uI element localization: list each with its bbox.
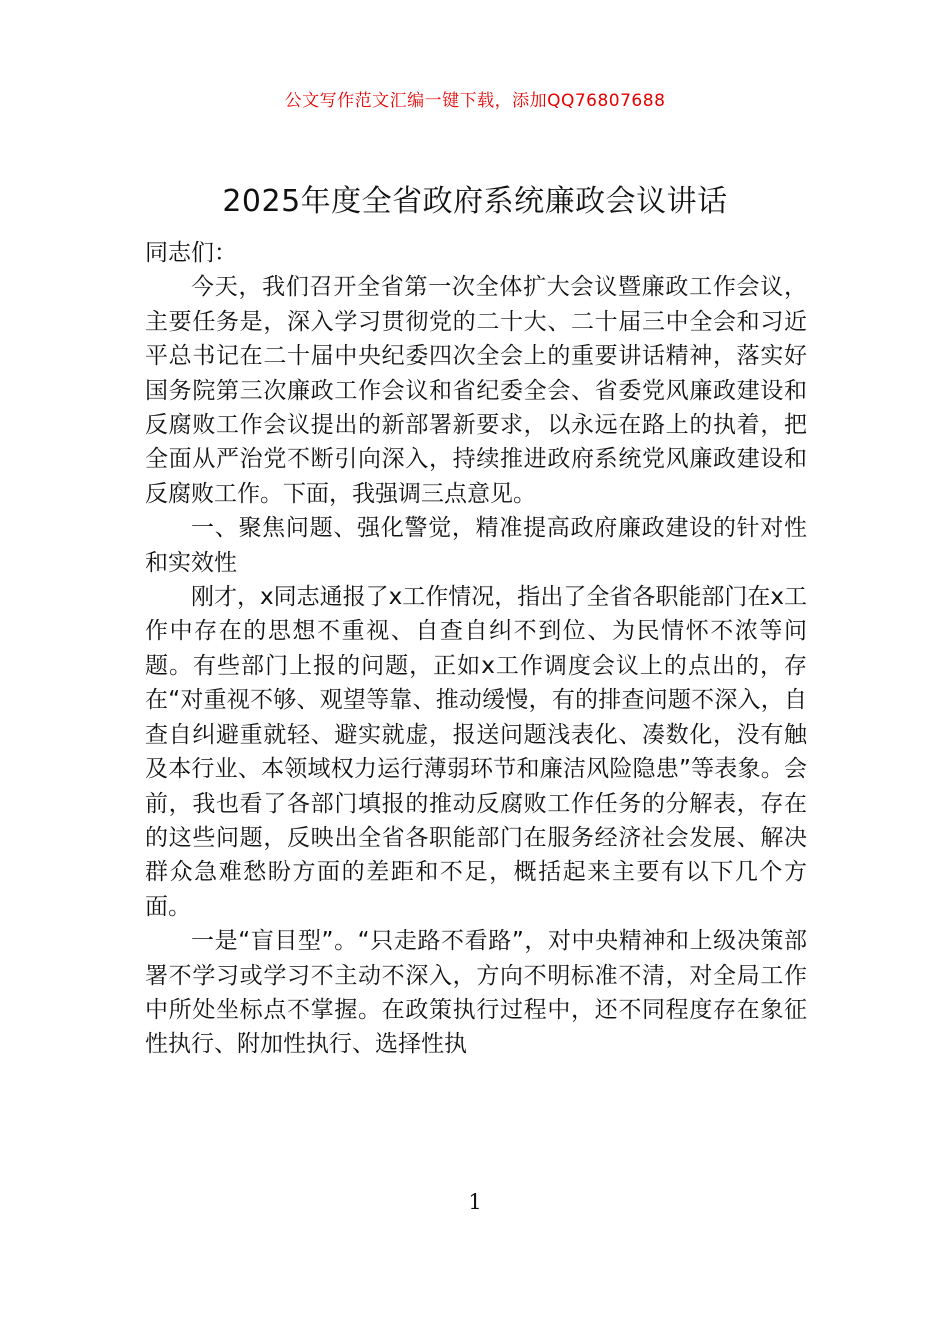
document-body bbox=[145, 236, 807, 1062]
body-paragraph-point-one: 一是“盲目型”。“只走路不看路”，对中央精神和上级决策部署不学习或学习不主动不深入，方向不明标准不清，对全局工作中所处坐标点不掌握。在政策执行过程中，还不同程度存在象征性执行、附加性执行、选择性执 bbox=[145, 928, 807, 1058]
body-paragraph-intro: 今天，我们召开全省第一次全体扩大会议暨廉政工作会议，主要任务是，深入学习贯彻党的二十大、二十届三中全会和习近平总书记在二十届中央纪委四次全会上的重要讲话精神，落实好国务院第三次廉政工作会议和省纪委全会、省委党风廉政建设和反腐败工作会议提出的新部署新要求，以永远在路上的执着，把全面从严治党不断引向深入，持续推进政府系统党风廉政建设和反腐败工作。下面，我强调三点意见。 bbox=[145, 274, 807, 507]
page-number: 1 bbox=[468, 1190, 482, 1214]
download-watermark: 公文写作范文汇编一键下载，添加QQ76807688 bbox=[284, 91, 666, 111]
page-title: 2025年度全省政府系统廉政会议讲话 bbox=[222, 184, 728, 219]
salutation: 同志们： bbox=[145, 240, 237, 266]
section-heading-one: 一、聚焦问题、强化警觉，精准提高政府廉政建设的针对性和实效性 bbox=[145, 515, 807, 576]
body-paragraph-report: 刚才，x同志通报了x工作情况，指出了全省各职能部门在x工作中存在的思想不重视、自查自纠不到位、为民情怀不浓等问题。有些部门上报的问题，正如x工作调度会议上的点出的，存在“对重视不够、观望等靠、推动缓慢，有的排查问题不深入，自查自纠避重就轻、避实就虚，报送问题浅表化、凑数化，没有触及本行业、本领域权力运行薄弱环节和廉洁风险隐患”等表象。会前，我也看了各部门填报的推动反腐败工作任务的分解表，存在的这些问题，反映出全省各职能部门在服务经济社会发展、解决群众急难愁盼方面的差距和不足，概括起来主要有以下几个方面。 bbox=[145, 584, 807, 920]
